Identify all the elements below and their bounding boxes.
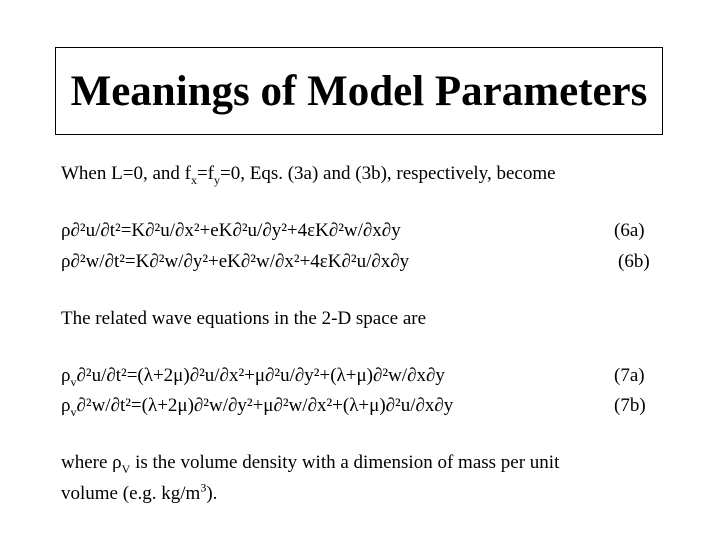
equation-number-6a: (6a) <box>614 220 645 241</box>
equation-number-6b: (6b) <box>618 251 650 272</box>
rho-symbol: ρ <box>61 395 71 416</box>
equation-6b: ρ∂²w/∂t²=K∂²w/∂y²+eK∂²w/∂x²+4εK∂²u/∂x∂y <box>61 251 410 272</box>
superscript-3: 3 <box>200 480 207 495</box>
note-line-2 <box>61 480 218 504</box>
equation-body: ∂²u/∂t²=(λ+2μ)∂²u/∂x²+μ∂²u/∂y²+(λ+μ)∂²w/∂x∂y <box>76 365 445 386</box>
note-text: volume (e.g. kg/m <box>61 483 201 504</box>
equation-6a: ρ∂²u/∂t²=K∂²u/∂x²+eK∂²u/∂y²+4εK∂²w/∂x∂y <box>61 220 401 241</box>
intro-part: =f <box>196 163 214 184</box>
intro-text <box>61 163 556 187</box>
note-line-1 <box>61 452 560 476</box>
subscript-v: v <box>70 374 77 389</box>
equation-7a <box>61 365 445 389</box>
subscript-x: x <box>190 172 197 187</box>
note-text: is the volume density with a dimension of mass per unit <box>130 452 560 473</box>
equation-number-7b: (7b) <box>614 395 646 416</box>
wave-intro-text: The related wave equations in the 2-D space are <box>61 308 427 329</box>
equation-body: ∂²w/∂t²=(λ+2μ)∂²w/∂y²+μ∂²w/∂x²+(λ+μ)∂²u/∂x∂y <box>76 395 454 416</box>
subscript-v: V <box>121 461 131 476</box>
intro-part: When L=0, and f <box>61 163 191 184</box>
subscript-v: v <box>70 404 77 419</box>
note-text: ). <box>206 483 218 504</box>
title-box <box>55 47 663 135</box>
subscript-y: y <box>214 172 220 187</box>
note-text: where ρ <box>61 452 122 473</box>
equation-number-7a: (7a) <box>614 365 645 386</box>
rho-symbol: ρ <box>61 365 71 386</box>
equation-7b <box>61 395 454 419</box>
slide-title: Meanings of Model Parameters <box>70 67 648 115</box>
intro-part: =0, Eqs. (3a) and (3b), respectively, become <box>220 163 556 184</box>
